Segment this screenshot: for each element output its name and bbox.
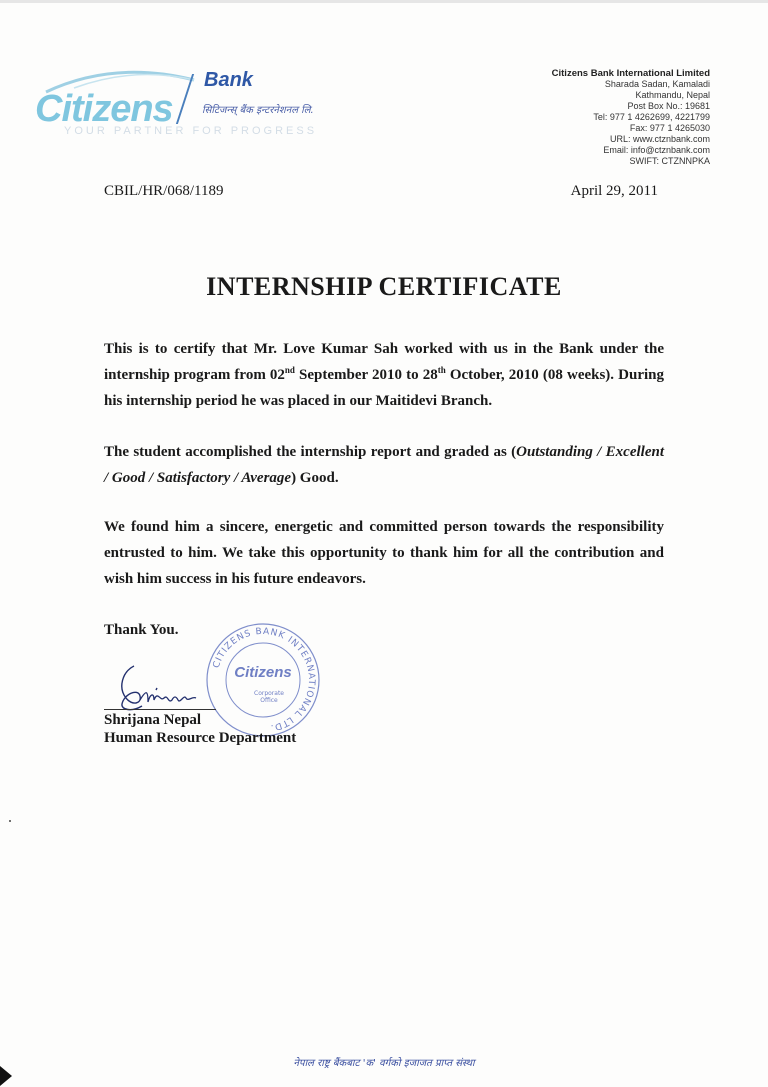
address-line: Email: info@ctznbank.com <box>603 145 710 155</box>
scan-speck <box>9 820 11 822</box>
stamp-outer-text: CITIZENS BANK INTERNATIONAL LTD. <box>211 626 317 733</box>
handwritten-signature <box>112 660 232 716</box>
address-line: URL: www.ctznbank.com <box>609 134 710 144</box>
bank-logo <box>32 66 352 146</box>
p1-sup-1: nd <box>284 365 295 375</box>
body-paragraph-2 <box>104 439 664 491</box>
p1-text-a: This is to certify that Mr. Love Kumar Sah worked with us in the Bank under the internship program from 02 <box>104 341 664 383</box>
address-line: SWIFT: CTZNNPKA <box>629 156 710 166</box>
logo-nepali-name: सिटिजन्स् बैंक इन्टरनेशनल लि. <box>202 105 314 116</box>
signatory-block <box>104 711 296 747</box>
scan-corner-mark <box>0 1066 12 1086</box>
address-line: Sharada Sadan, Kamaladi <box>604 79 710 89</box>
address-line: Tel: 977 1 4262699, 4221799 <box>593 112 710 122</box>
bank-address-block <box>410 68 710 167</box>
p1-text-c: October, 2010 (08 weeks). During his internship period he was placed in our Maitidevi Branch. <box>104 367 664 409</box>
reference-number: CBIL/HR/068/1189 <box>104 183 224 199</box>
address-line: Post Box No.: 19681 <box>627 101 710 111</box>
address-bank-name: Citizens Bank International Limited <box>551 68 710 79</box>
signatory-department: Human Resource Department <box>104 730 297 746</box>
address-line: Kathmandu, Nepal <box>635 90 710 100</box>
address-line: Fax: 977 1 4265030 <box>629 123 710 133</box>
stamp-office-line1: Corporate <box>254 690 284 697</box>
p1-sup-2: th <box>437 365 446 375</box>
signature-line <box>104 709 216 710</box>
scan-edge <box>0 0 768 3</box>
letter-date: April 29, 2011 <box>570 183 658 199</box>
logo-brand-text: Citizens <box>35 88 173 130</box>
stamp-office-line2: Office <box>260 697 278 704</box>
closing-text: Thank You. <box>104 622 179 638</box>
p2-text-a: The student accomplished the internship report and graded as ( <box>104 444 517 460</box>
p2-text-b: ) Good. <box>291 470 339 486</box>
certificate-title: INTERNSHIP CERTIFICATE <box>206 272 562 301</box>
signatory-name: Shrijana Nepal <box>104 712 202 728</box>
body-paragraph-1 <box>104 336 664 414</box>
logo-bank-text: Bank <box>204 69 253 91</box>
footer-license-note: नेपाल राष्ट्र बैंकबाट 'क' वर्गको इजाजत प्राप्त संस्था <box>293 1058 475 1069</box>
body-paragraph-3: We found him a sincere, energetic and committed person towards the responsibility entrusted to him. We take this opportunity to thank him for all the contribution and wish him success in his future endeavors. <box>104 519 664 587</box>
p2-grade-options: Outstanding / Excellent / Good / Satisfactory / Average <box>104 444 664 486</box>
stamp-brand: Citizens <box>234 664 292 681</box>
logo-tagline: YOUR PARTNER FOR PROGRESS <box>64 125 318 137</box>
p1-text-b: September 2010 to 28 <box>294 367 438 383</box>
